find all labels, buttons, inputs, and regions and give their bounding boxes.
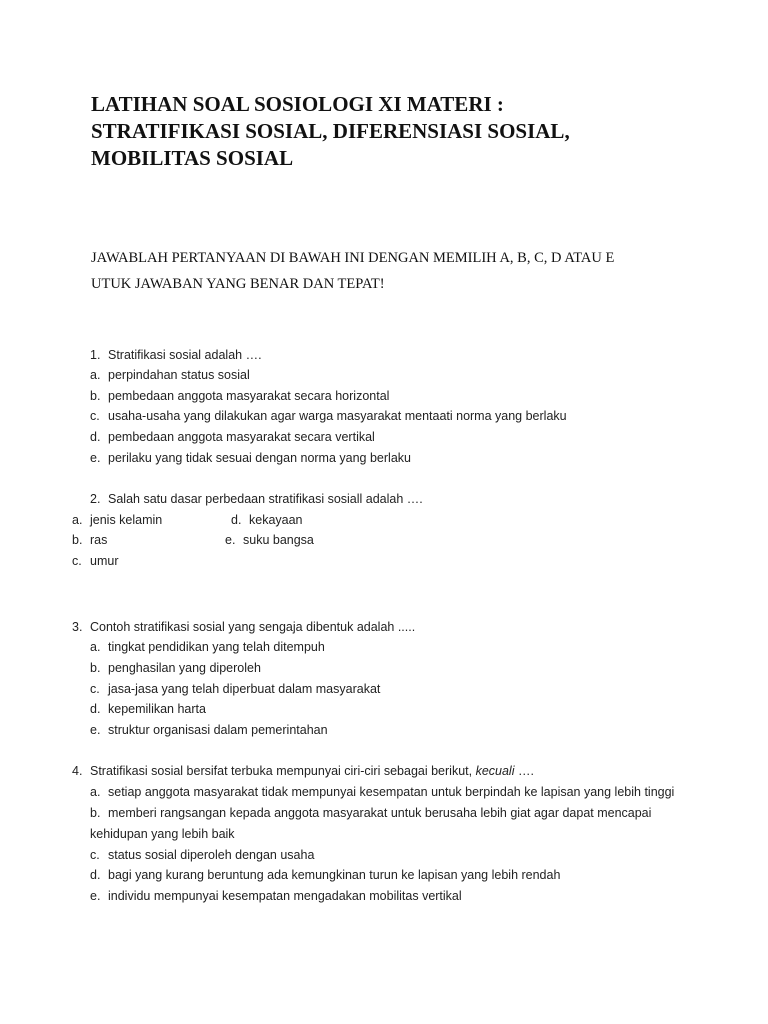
option-item: d. kekayaan <box>231 513 303 527</box>
question-3 <box>72 620 415 634</box>
option-continuation: kehidupan yang lebih baik <box>90 827 235 841</box>
question-text: Contoh stratifikasi sosial yang sengaja dibentuk adalah ..... <box>90 620 416 634</box>
question-number: 4. <box>72 764 83 778</box>
question-number: 3. <box>72 620 83 634</box>
option-item: c. usaha-usaha yang dilakukan agar warga masyarakat mentaati norma yang berlaku <box>90 409 567 423</box>
instruction-line: UTUK JAWABAN YANG BENAR DAN TEPAT! <box>91 276 385 292</box>
question-1 <box>90 348 262 362</box>
option-item: b. ras <box>72 533 108 547</box>
question-emphasis: kecuali <box>475 764 515 778</box>
option-item: e. suku bangsa <box>225 533 314 547</box>
title-line: STRATIFIKASI SOSIAL, DIFERENSIASI SOSIAL, <box>91 119 570 143</box>
option-item: a. setiap anggota masyarakat tidak mempunyai kesempatan untuk berpindah ke lapisan yang lebih tinggi <box>90 785 675 799</box>
question-text: Stratifikasi sosial bersifat terbuka mempunyai ciri-ciri sebagai berikut, <box>90 764 473 778</box>
instruction-line: JAWABLAH PERTANYAAN DI BAWAH INI DENGAN MEMILIH A, B, C, D ATAU E <box>91 250 615 266</box>
question-text: Salah satu dasar perbedaan stratifikasi sosiall adalah …. <box>108 492 423 506</box>
option-item: e. individu mempunyai kesempatan mengadakan mobilitas vertikal <box>90 889 462 903</box>
question-number: 1. <box>90 348 101 362</box>
option-item: a. perpindahan status sosial <box>90 368 250 382</box>
option-item: e. perilaku yang tidak sesuai dengan norma yang berlaku <box>90 451 411 465</box>
option-item: b. pembedaan anggota masyarakat secara horizontal <box>90 389 390 403</box>
option-item: d. kepemilikan harta <box>90 702 206 716</box>
title-line: MOBILITAS SOSIAL <box>91 146 294 170</box>
question-4: 4. Stratifikasi sosial bersifat terbuka mempunyai ciri-ciri sebagai berikut, kecuali …. <box>72 764 534 778</box>
option-item: c. status sosial diperoleh dengan usaha <box>90 848 315 862</box>
page-title <box>91 91 691 172</box>
option-item: a. jenis kelamin <box>72 513 163 527</box>
option-item: d. bagi yang kurang beruntung ada kemungkinan turun ke lapisan yang lebih rendah <box>90 868 561 882</box>
question-text: Stratifikasi sosial adalah …. <box>108 348 262 362</box>
option-item: a. tingkat pendidikan yang telah ditempuh <box>90 640 325 654</box>
option-item: b. penghasilan yang diperoleh <box>90 661 261 675</box>
option-item: c. jasa-jasa yang telah diperbuat dalam masyarakat <box>90 682 381 696</box>
option-item: d. pembedaan anggota masyarakat secara vertikal <box>90 430 375 444</box>
option-item: c. umur <box>72 554 119 568</box>
question-2 <box>90 492 423 506</box>
question-number: 2. <box>90 492 101 506</box>
option-item: e. struktur organisasi dalam pemerintahan <box>90 723 328 737</box>
option-item: b. memberi rangsangan kepada anggota masyarakat untuk berusaha lebih giat agar dapat mencapai <box>90 806 652 820</box>
title-line: LATIHAN SOAL SOSIOLOGI XI MATERI : <box>91 92 504 116</box>
